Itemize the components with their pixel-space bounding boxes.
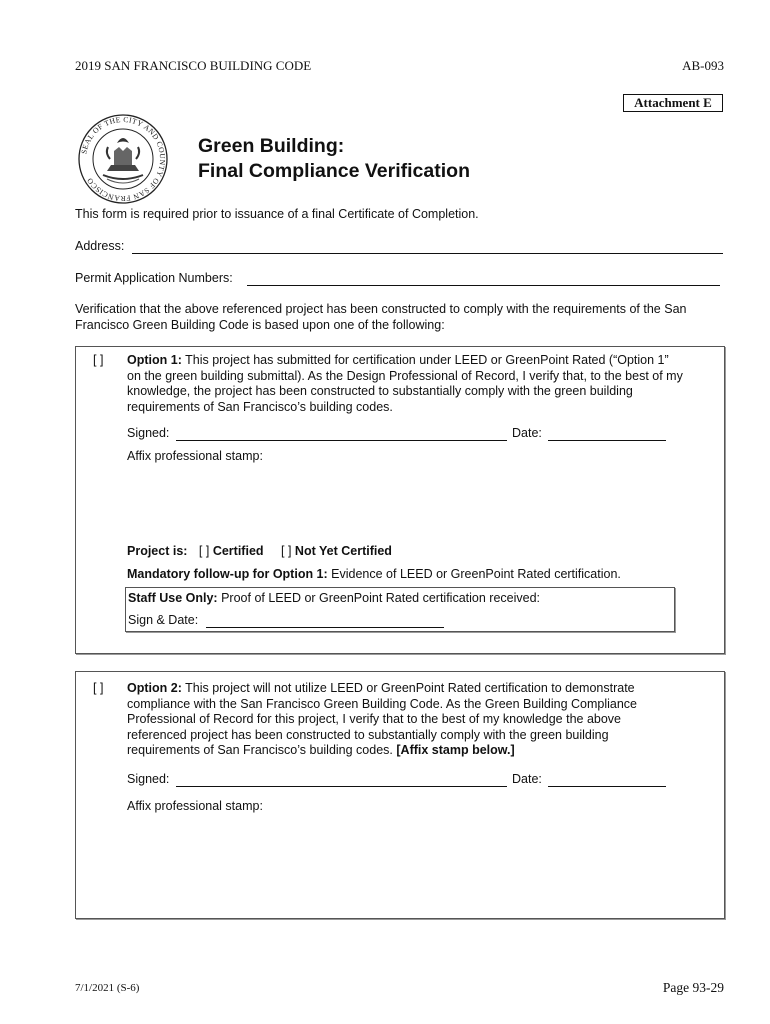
project-status-row — [127, 544, 392, 560]
followup-text — [127, 567, 621, 583]
option1-line: This project has submitted for certification under LEED or GreenPoint Rated (“Option 1” — [185, 353, 669, 367]
followup-description: Evidence of LEED or GreenPoint Rated certification. — [331, 567, 621, 581]
followup-label: Mandatory follow-up for Option 1: — [127, 567, 328, 581]
attachment-label: Attachment E — [623, 94, 723, 112]
option1-line: knowledge, the project has been constructed to substantially comply with the green building — [127, 384, 633, 398]
page-number: Page 93-29 — [662, 980, 724, 995]
address-label: Address: — [75, 239, 125, 253]
verification-line-2: Francisco Green Building Code is based upon one of the following: — [75, 317, 445, 332]
permit-numbers-field[interactable] — [247, 285, 720, 286]
staff-sign-date-field[interactable] — [206, 627, 444, 628]
not-certified-checkbox[interactable]: [ ] — [281, 544, 292, 558]
certified-checkbox[interactable]: [ ] — [198, 544, 210, 558]
option2-line: This project will not utilize LEED or GreenPoint Rated certification to demonstrate — [185, 681, 635, 695]
verification-line-1: Verification that the above referenced project has been constructed to comply with the requirements of the San — [75, 302, 687, 316]
page-title — [198, 134, 470, 184]
option2-line: referenced project has been constructed to substantially comply with the green building — [127, 727, 609, 742]
staff-use-label: Staff Use Only: — [128, 591, 218, 605]
option2-line: compliance with the San Francisco Green Building Code. As the Green Building Compliance — [127, 696, 637, 711]
option2-stamp-label: Affix professional stamp: — [127, 799, 263, 813]
option1-box — [75, 346, 725, 654]
staff-use-box — [125, 587, 675, 632]
option2-date-label: Date: — [512, 772, 542, 786]
intro-text: This form is required prior to issuance of a final Certificate of Completion. — [75, 207, 479, 221]
city-seal-logo — [77, 113, 169, 205]
staff-use-description: Proof of LEED or GreenPoint Rated certification received: — [221, 591, 541, 605]
option2-checkbox[interactable]: [ ] — [93, 681, 104, 695]
option1-signed-label: Signed: — [127, 426, 170, 440]
option2-label: Option 2: — [127, 681, 182, 695]
option2-box — [75, 671, 725, 919]
option1-date-label: Date: — [512, 426, 542, 440]
option1-line: on the green building submittal). As the Design Professional of Record, I verify that, to the best of my — [127, 368, 683, 383]
footer-date: 7/1/2021 (S-6) — [75, 982, 140, 994]
option2-affix-note: [Affix stamp below.] — [396, 743, 515, 757]
option2-description — [127, 681, 722, 759]
code-number: AB-093 — [682, 58, 724, 73]
sign-date-label: Sign & Date: — [128, 613, 199, 627]
permit-label: Permit Application Numbers: — [75, 271, 233, 285]
project-is-label: Project is: — [127, 544, 188, 558]
option2-line: Professional of Record for this project, I verify that to the best of my knowledge the above — [127, 712, 622, 726]
option1-checkbox[interactable]: [ ] — [93, 353, 104, 367]
option2-signed-label: Signed: — [127, 772, 170, 786]
option1-line: requirements of San Francisco’s building codes. — [127, 399, 393, 414]
address-field[interactable] — [132, 253, 723, 254]
svg-text:SEAL OF THE CITY AND COUNTY OF: SEAL OF THE CITY AND COUNTY OF SAN FRANCISCO — [79, 114, 168, 204]
title-line-2: Final Compliance Verification — [198, 160, 470, 182]
option2-date-field[interactable] — [548, 786, 666, 787]
title-line-1: Green Building: — [198, 135, 345, 157]
option2-stamp-area[interactable] — [127, 817, 667, 912]
option1-label: Option 1: — [127, 353, 182, 367]
option1-stamp-label: Affix professional stamp: — [127, 449, 263, 463]
option1-description — [127, 353, 722, 415]
certified-label: Certified — [212, 544, 264, 558]
code-title: 2019 SAN FRANCISCO BUILDING CODE — [75, 58, 312, 73]
seal-icon — [77, 113, 169, 205]
verification-text — [75, 302, 686, 333]
option2-signature-field[interactable] — [176, 786, 507, 787]
option2-last-line: requirements of San Francisco’s building codes. — [127, 743, 393, 757]
staff-use-text — [128, 591, 540, 607]
option1-date-field[interactable] — [548, 440, 666, 441]
not-certified-label: Not Yet Certified — [294, 544, 392, 558]
option1-stamp-area[interactable] — [127, 467, 667, 537]
option1-signature-field[interactable] — [176, 440, 507, 441]
